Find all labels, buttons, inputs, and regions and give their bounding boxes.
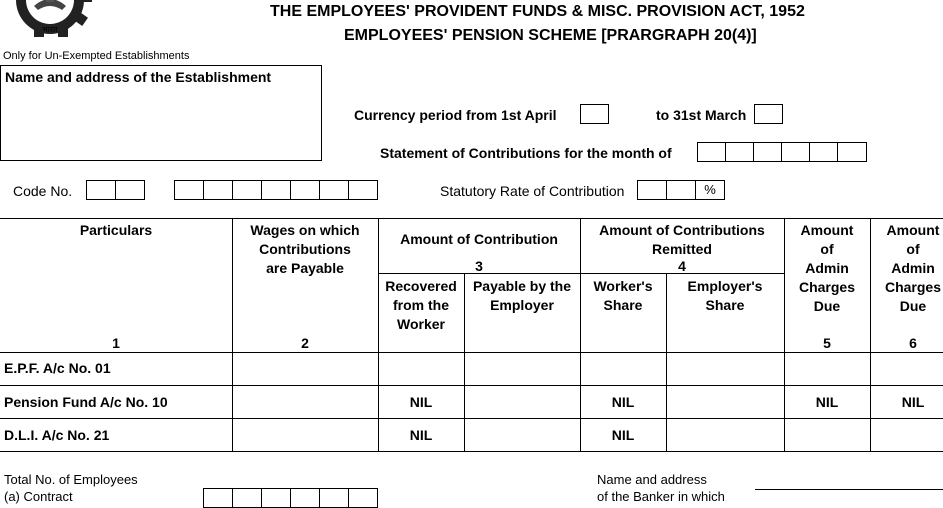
row-pension-label: Pension Fund A/c No. 10 [4,394,168,410]
col-1-number: 1 [112,335,120,351]
currency-from-year-field[interactable] [581,104,609,124]
statutory-rate-field[interactable] [638,180,725,200]
currency-to-year-field[interactable] [755,104,783,124]
col-5-number: 5 [823,335,831,351]
col-amount-contribution-header: Amount of Contribution [400,231,558,247]
bank-name-address-label: Name and address [597,472,707,487]
code-no-label: Code No. [13,183,73,199]
col-2-number: 2 [301,335,309,351]
statement-month-label: Statement of Contributions for the month of [380,145,672,161]
establishment-address-field[interactable] [0,65,322,161]
col-payable-employer-header: Payable by the Employer [472,278,572,313]
contract-label: (a) Contract [4,489,73,504]
col-particulars-header: Particulars [79,222,153,238]
col-6-number: 6 [909,335,917,351]
col-recovered-worker-header: Recovered from the Worker [385,278,457,332]
banker-label: of the Banker in which [597,489,725,504]
col-employers-share-header: Employer's Share [687,278,763,313]
code-region-field[interactable] [87,180,145,200]
banker-field-line[interactable] [755,489,943,490]
row-dli-recovered: NIL [409,427,433,443]
row-pension-workers-share: NIL [611,394,635,410]
contract-count-field[interactable] [204,488,378,508]
establishment-label: Name and address of the Establishment [5,69,272,85]
row-dli-label: D.L.I. A/c No. 21 [4,427,110,443]
col-admin-charges-2-header: Amount of Admin Charges Due [884,222,942,314]
scheme-title: EMPLOYEES' PENSION SCHEME [PRARGRAPH 20(4)] [344,27,757,44]
col-4-number: 4 [678,258,686,274]
row-pension-admin-2: NIL [901,394,925,410]
col-wages-header: Wages on which Contributions are Payable [250,222,360,276]
row-pension-recovered: NIL [409,394,433,410]
col-admin-charges-header: Amount of Admin Charges Due [798,222,856,314]
currency-from-label: Currency period from 1st April [354,107,557,123]
currency-to-label: to 31st March [656,107,747,123]
percent-sign: % [695,180,725,200]
col-3-number: 3 [475,258,483,274]
col-workers-share-header: Worker's Share [593,278,653,313]
epfo-logo [12,0,102,38]
row-pension-admin: NIL [815,394,839,410]
statement-month-field[interactable] [698,142,867,162]
col-amount-remitted-header: Amount of Contributions Remitted [599,222,765,257]
code-number-field[interactable] [175,180,378,200]
total-employees-label: Total No. of Employees [4,472,138,487]
logo-caption: भारत [42,25,58,34]
exemption-note: Only for Un-Exempted Establishments [3,50,190,62]
row-epf-label: E.P.F. A/c No. 01 [4,360,111,376]
row-dli-workers-share: NIL [611,427,635,443]
act-title: THE EMPLOYEES' PROVIDENT FUNDS & MISC. PROVISION ACT, 1952 [270,3,805,20]
statutory-rate-label: Statutory Rate of Contribution [440,183,625,199]
